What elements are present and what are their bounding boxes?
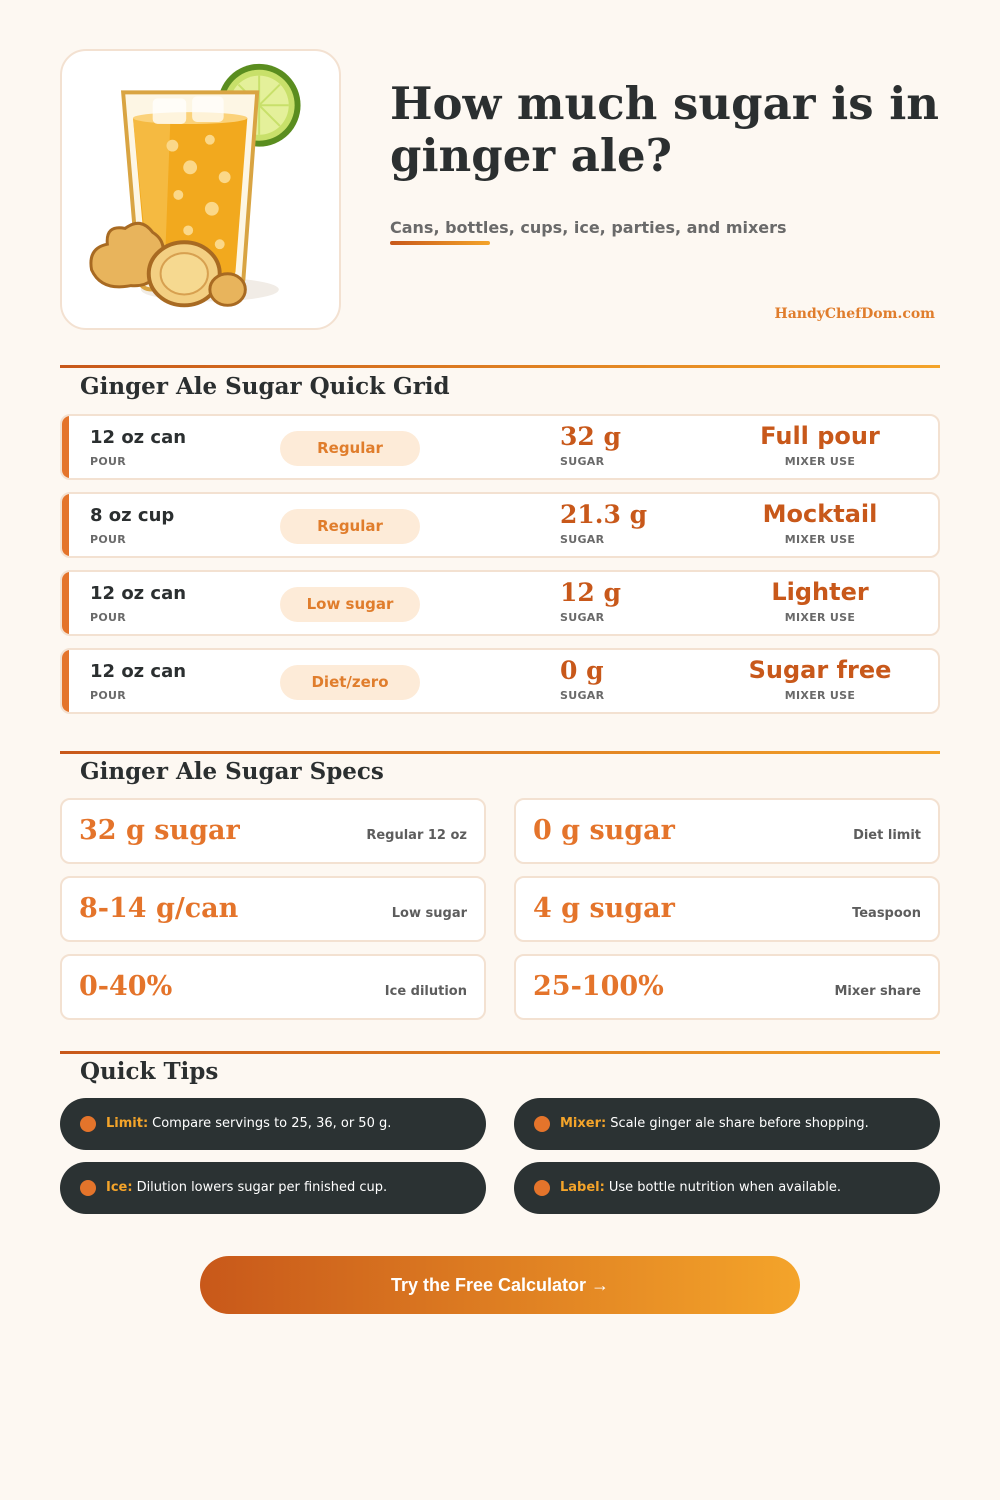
calculator-cta-button[interactable]: Try the Free Calculator →	[200, 1256, 800, 1314]
tip-text: Dilution lowers sugar per finished cup.	[136, 1180, 388, 1195]
section-divider	[60, 751, 940, 754]
spec-label: Ice dilution	[384, 984, 467, 999]
row-pour-caption: POUR	[90, 455, 127, 468]
row-sugar-caption: SUGAR	[560, 611, 605, 624]
spec-label: Diet limit	[853, 828, 921, 843]
spec-card	[514, 954, 940, 1020]
tips-title: Quick Tips	[80, 1058, 219, 1085]
tip-text: Use bottle nutrition when available.	[608, 1180, 842, 1195]
orange-dot-icon	[80, 1116, 96, 1132]
tip-item	[514, 1162, 940, 1214]
spec-card	[514, 798, 940, 864]
row-type-pill: Regular	[280, 431, 420, 466]
section-divider	[60, 1051, 940, 1054]
spec-value: 0-40%	[79, 971, 173, 1002]
grid-row	[60, 492, 940, 558]
row-pour-caption: POUR	[90, 689, 127, 702]
spec-card	[514, 876, 940, 942]
spec-label: Teaspoon	[852, 906, 921, 921]
brand-link[interactable]: HandyChefDom.com	[774, 306, 935, 322]
row-pour: 12 oz can	[90, 427, 187, 448]
spec-value: 4 g sugar	[533, 893, 675, 924]
row-mixer-use: Sugar free	[748, 656, 892, 684]
row-sugar: 32 g	[560, 422, 621, 451]
spec-card	[60, 798, 486, 864]
row-sugar-caption: SUGAR	[560, 689, 605, 702]
orange-dot-icon	[80, 1180, 96, 1196]
spec-card	[60, 954, 486, 1020]
specs-title: Ginger Ale Sugar Specs	[80, 758, 384, 785]
spec-value: 32 g sugar	[79, 815, 240, 846]
row-pour: 8 oz cup	[90, 505, 175, 526]
row-mixer-use-caption: MIXER USE	[784, 689, 856, 702]
grid-row	[60, 570, 940, 636]
row-sugar-caption: SUGAR	[560, 533, 605, 546]
spec-value: 0 g sugar	[533, 815, 675, 846]
tip-key: Ice:	[106, 1180, 133, 1195]
row-sugar: 12 g	[560, 578, 621, 607]
row-mixer-use-caption: MIXER USE	[784, 455, 856, 468]
row-pour: 12 oz can	[90, 583, 187, 604]
row-pour: 12 oz can	[90, 661, 187, 682]
section-divider	[60, 365, 940, 368]
row-sugar: 21.3 g	[560, 500, 648, 529]
tip-item	[514, 1098, 940, 1150]
grid-row	[60, 648, 940, 714]
page-title: How much sugar is in ginger ale?	[390, 77, 940, 182]
tip-key: Label:	[560, 1180, 605, 1195]
row-mixer-use-caption: MIXER USE	[784, 533, 856, 546]
tip-text: Scale ginger ale share before shopping.	[610, 1116, 869, 1131]
spec-label: Mixer share	[834, 984, 921, 999]
orange-dot-icon	[534, 1180, 550, 1196]
ginger-ale-glass-illustration	[60, 49, 341, 330]
spec-card	[60, 876, 486, 942]
row-type-pill: Diet/zero	[280, 665, 420, 700]
subtitle-underline	[390, 241, 490, 245]
page-subtitle: Cans, bottles, cups, ice, parties, and mixers	[390, 218, 787, 237]
tip-key: Mixer:	[560, 1116, 607, 1131]
row-type-pill: Low sugar	[280, 587, 420, 622]
grid-row	[60, 414, 940, 480]
row-mixer-use: Full pour	[760, 422, 880, 450]
row-sugar-caption: SUGAR	[560, 455, 605, 468]
tip-item	[60, 1098, 486, 1150]
spec-label: Low sugar	[391, 906, 467, 921]
row-sugar: 0 g	[560, 656, 604, 685]
orange-dot-icon	[534, 1116, 550, 1132]
row-pour-caption: POUR	[90, 533, 127, 546]
tip-text: Compare servings to 25, 36, or 50 g.	[152, 1116, 392, 1131]
spec-value: 8-14 g/can	[79, 893, 239, 924]
row-pour-caption: POUR	[90, 611, 127, 624]
spec-label: Regular 12 oz	[366, 828, 467, 843]
tip-item	[60, 1162, 486, 1214]
row-mixer-use: Lighter	[771, 578, 869, 606]
row-mixer-use: Mocktail	[762, 500, 878, 528]
row-mixer-use-caption: MIXER USE	[784, 611, 856, 624]
quick-grid-title: Ginger Ale Sugar Quick Grid	[80, 373, 450, 400]
row-type-pill: Regular	[280, 509, 420, 544]
spec-value: 25-100%	[533, 971, 664, 1002]
tip-key: Limit:	[106, 1116, 149, 1131]
